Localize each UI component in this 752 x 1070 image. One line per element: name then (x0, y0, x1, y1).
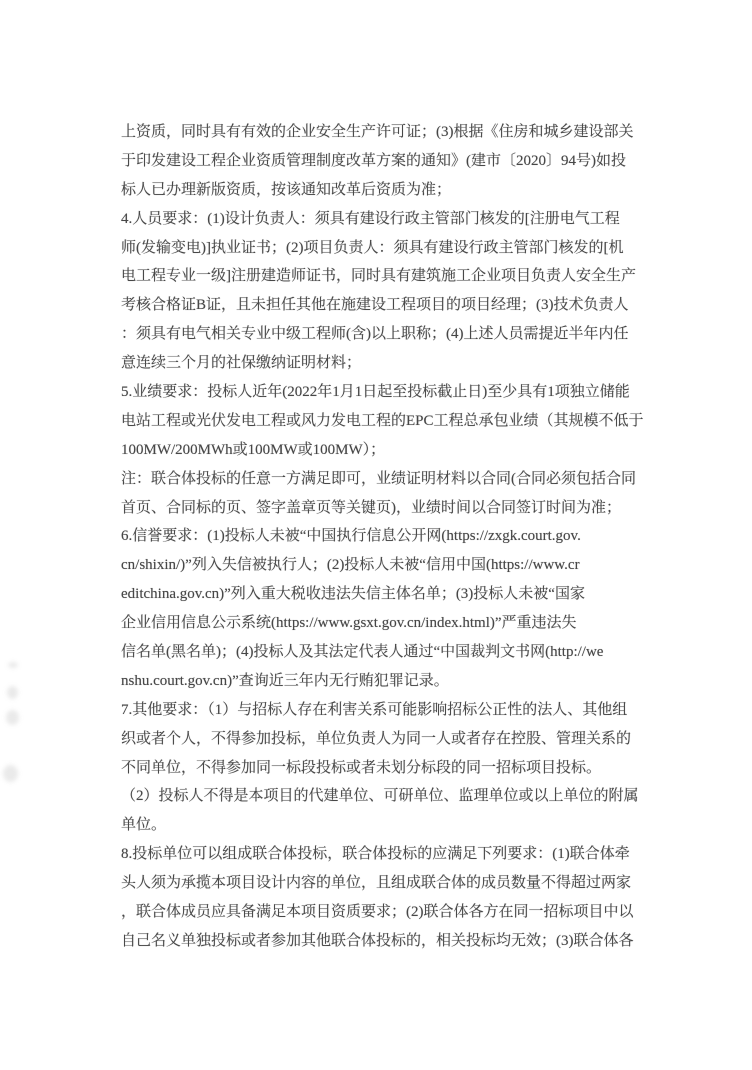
document-line: ，联合体成员应具备满足本项目资质要求；(2)联合体各方在同一招标项目中以 (121, 904, 634, 921)
document-line: 标人已办理新版资质，按该通知改革后资质为准； (121, 181, 452, 198)
document-line: 6.信誉要求：(1)投标人未被“中国执行信息公开网(https://zxgk.court.gov. (121, 528, 581, 545)
document-line: 8.投标单位可以组成联合体投标，联合体投标的应满足下列要求：(1)联合体牵 (121, 846, 630, 863)
document-line: 于印发建设工程企业资质管理制度改革方案的通知》(建市〔2020〕94号)如投 (121, 152, 626, 169)
document-line: 单位。 (121, 817, 167, 834)
document-line: 7.其他要求：（1）与招标人存在利害关系可能影响招标公正性的法人、其他组 (121, 701, 628, 718)
scan-smudge (3, 765, 18, 782)
document-line: 上资质，同时具有有效的企业安全生产许可证；(3)根据《住房和城乡建设部关 (121, 124, 634, 140)
document-line: 电工程专业一级]注册建造师证书，同时具有建筑施工企业项目负责人安全生产 (121, 268, 636, 285)
document-line: 5.业绩要求：投标人近年(2022年1月1日起至投标截止日)至少具有1项独立储能 (121, 384, 630, 401)
document-line: 首页、合同标的页、签字盖章页等关键页)，业绩时间以合同签订时间为准； (121, 499, 621, 516)
document-line: 考核合格证B证，且未担任其他在施建设工程项目的项目经理；(3)技术负责人 (121, 297, 629, 314)
document-line: cn/shixin/)”列入失信被执行人；(2)投标人未被“信用中国(https://www.cr (121, 557, 580, 574)
document-line: 不同单位，不得参加同一标段投标或者未划分标段的同一招标项目投标。 (121, 759, 602, 776)
document-line: ：须具有电气相关专业中级工程师(含)以上职称；(4)上述人员需提近半年内任 (121, 326, 629, 343)
document-line: 意连续三个月的社保缴纳证明材料； (121, 355, 362, 372)
document-line: 4.人员要求：(1)设计负责人：须具有建设行政主管部门核发的[注册电气工程 (121, 210, 620, 227)
document-line: （2）投标人不得是本项目的代建单位、可研单位、监理单位或以上单位的附属 (121, 788, 639, 805)
document-line: editchina.gov.cn)”列入重大税收违法失信主体名单；(3)投标人未被“国家 (121, 586, 585, 603)
document-line: 100MW/200MWh或100MW或100MW）； (121, 441, 386, 458)
scan-smudge (7, 686, 18, 699)
document-line: 头人须为承揽本项目设计内容的单位，且组成联合体的成员数量不得超过两家 (121, 875, 632, 892)
scan-smudge (8, 662, 18, 668)
document-line: 师(发输变电)]执业证书；(2)项目负责人：须具有建设行政主管部门核发的[机 (121, 239, 624, 256)
document-line: 电站工程或光伏发电工程或风力发电工程的EPC工程总承包业绩（其规模不低于 (121, 412, 644, 429)
document-line: 织或者个人，不得参加投标，单位负责人为同一人或者存在控股、管理关系的 (121, 730, 632, 747)
document-line: nshu.court.gov.cn)”查询近三年内无行贿犯罪记录。 (121, 672, 449, 689)
document-line: 自己名义单独投标或者参加其他联合体投标的，相关投标均无效；(3)联合体各 (121, 932, 634, 949)
document-line: 信名单(黑名单)；(4)投标人及其法定代表人通过“中国裁判文书网(http://we (121, 644, 604, 661)
scan-smudge (6, 710, 19, 725)
document-line: 企业信用信息公示系统(https://www.gsxt.gov.cn/index.html)”严重违法失 (121, 615, 577, 632)
document-line: 注：联合体投标的任意一方满足即可，业绩证明材料以合同(合同必须包括合同 (121, 470, 636, 487)
document-text-block (121, 118, 644, 956)
